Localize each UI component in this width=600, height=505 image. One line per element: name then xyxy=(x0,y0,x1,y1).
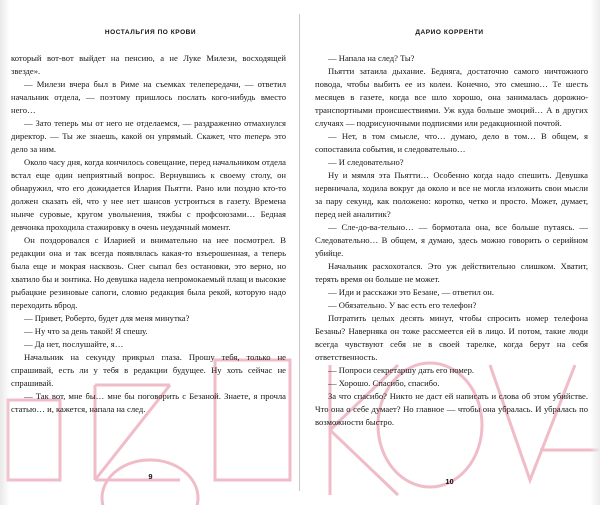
dialogue-line: — Да нет, послушайте, я… xyxy=(24,339,124,349)
paragraph: который вот-вот выйдет на пенсию, а не Луке Милези, восходящей звезде». xyxy=(11,53,286,76)
dialogue-line: — Напала на след? Ты? xyxy=(328,53,415,63)
paragraph: Около часу дня, когда кончилось совещание, перед начальником отдела встал еще один неприятный вопрос. Вернувшись к своему столу, он обнаружил, что его дожидается Илария Пьятти. Рано или поздно кто-то должен сказать ей, что у нее нет шансов устроиться в газету. Времена нынче суровые, кругом увольнения, тяжбы с профсоюзами… Бедная девчонка проходила стажировку в очень неудачный момент. xyxy=(11,157,286,232)
left-page-text-column xyxy=(4,52,297,416)
dialogue-line: — Иди и расскажи это Безане, — ответил он. xyxy=(328,287,494,297)
dialogue-line: — Обязательно. У вас есть его телефон? xyxy=(328,300,477,310)
dialogue-line: — Хорошо. Спасибо, спасибо. xyxy=(328,378,440,388)
dialogue-line: — И следовательно? xyxy=(328,157,404,167)
dialogue-line: — Так вот, мне бы… мне бы поговорить с Безаной. Знаете, я прочла статью… и, кажется, напала на след. xyxy=(11,391,286,414)
right-page-folio: 10 xyxy=(445,477,454,486)
left-page xyxy=(4,0,297,505)
left-page-folio: 9 xyxy=(148,472,153,481)
paragraph: Начальник расхохотался. Это уж действительно слишком. Хватит, терять время он больше не может. xyxy=(315,261,588,284)
paragraph: Начальник на секунду прикрыл глаза. Прошу тебя, только не спрашивай, есть ли у тебя в редакции будущее. Ну хоть сейчас не спрашивай. xyxy=(11,352,286,388)
paragraph: За что спасибо? Никто не даст ей написать и слова об этом убийстве. Что она о себе думает? Но главное — чтобы она убралась. И убралась по возможности быстро. xyxy=(315,391,588,427)
dialogue-line: — Милези вчера был в Риме на съемках телепередачи, — ответил начальник отдела, — поэтому пришлось послать кого-нибудь вместо него… xyxy=(11,79,286,115)
dialogue-line: — Сле-до-ва-тельно… — бормотала она, все больше путаясь. — Следовательно… В общем, я думаю, здесь можно говорить о серийном убийце. xyxy=(315,222,588,258)
paragraph: Пьятти затаила дыхание. Бедняга, достаточно самого ничтожного повода, чтобы выбить ее из колеи. Конечно, это смешно… Те шесть месяцев в газете, когда все шло хорошо, она занималась дорожно-транспортными происшествиями. Уж куда больше эмоций… А в других случаях — подрисуночными подписями или редакционной почтой. xyxy=(315,66,588,128)
paragraph: Потратить целых десять минут, чтобы спросить номер телефона Безаны? Наверняка он тоже рассмеется ей в лицо. И потом, такие люди всегда чувствуют себя не в своей тарелке, когда берут на себя ответственность. xyxy=(315,313,588,362)
emphasised-word: теперь xyxy=(244,131,271,141)
paragraph: Он поздоровался с Иларией и внимательно на нее посмотрел. В редакции она и так всегда появлялась какая-то взъерошенная, а теперь была еще и мокрая насквозь. Снег сыпал без остановки, это верно, но хватило бы и зонтика. Но девушка надела непромокаемый плащ и высокие рыбацкие резиновые сапоги, словно редакция была рекой, которую надо переходить вброд. xyxy=(11,235,286,310)
right-page-text-column xyxy=(303,52,596,429)
dialogue-line: — Нет, в том смысле, что… думаю, дело в том… В общем, я сопоставила события, и следовательно… xyxy=(315,131,588,154)
right-page xyxy=(303,0,596,505)
dialogue-line: — Зато теперь мы от него не отделаемся, — раздраженно отмахнулся директор. — Ты же знаешь, какой он упрямый. Скажет, что теперь это дело за ним. xyxy=(11,118,286,154)
page-gutter-rule xyxy=(299,14,300,491)
right-page-running-head: ДАРИО КОРРЕНТИ xyxy=(415,29,484,36)
dialogue-line: — Привет, Роберто, будет для меня минутка? xyxy=(24,313,190,323)
dialogue-line: — Ну что за день такой! Я спешу. xyxy=(24,326,148,336)
left-page-running-head: НОСТАЛЬГИЯ ПО КРОВИ xyxy=(104,29,197,36)
paragraph: Ну и мямля эта Пьятти… Особенно когда надо спешить. Девушка нервничала, ходила вокруг да около и все не могла изложить свои мысли за пару секунд, как положено: коротко, четко и просто. Может, думает, перед ней аналитик? xyxy=(315,170,588,219)
dialogue-line: — Попроси секретаршу дать его номер. xyxy=(328,365,475,375)
